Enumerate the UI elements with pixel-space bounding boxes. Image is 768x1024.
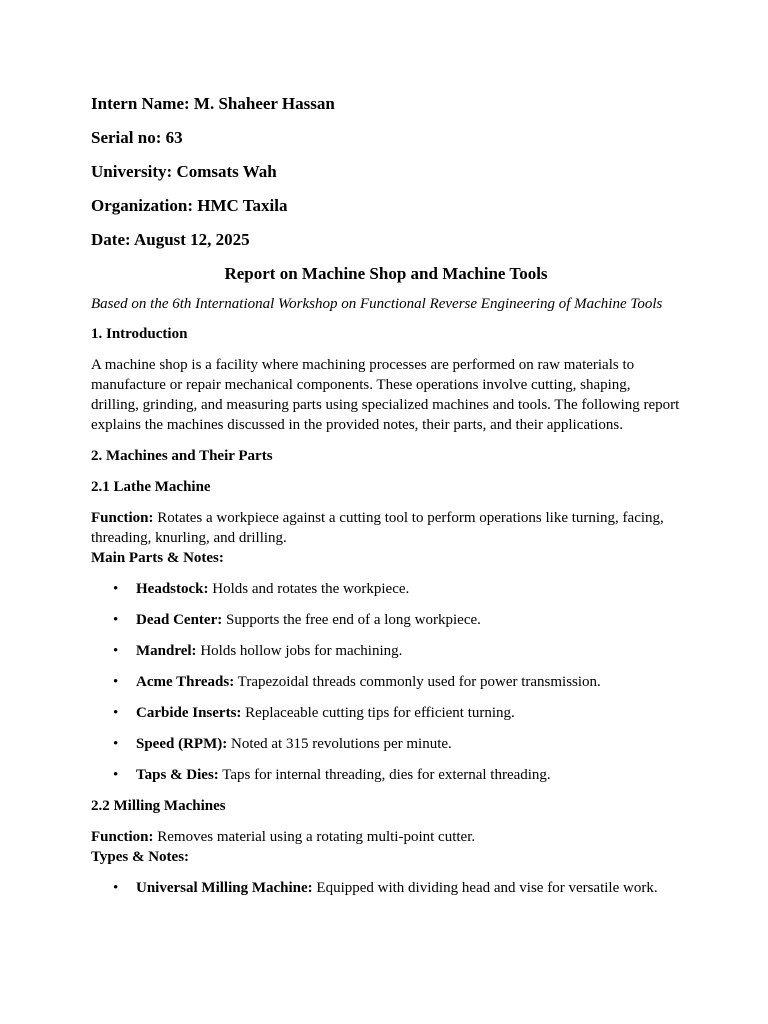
section-heading-introduction: 1. Introduction	[91, 326, 188, 342]
list-item-desc: Supports the free end of a long workpiece.	[222, 612, 481, 628]
bullet-icon: •	[113, 736, 119, 752]
lathe-function-paragraph	[91, 508, 681, 548]
report-subtitle: Based on the 6th International Workshop on Functional Reverse Engineering of Machine Tools	[91, 296, 663, 312]
milling-types-label: Types & Notes:	[91, 849, 190, 865]
list-item	[91, 579, 681, 599]
list-item	[91, 878, 681, 898]
list-item	[91, 641, 681, 661]
bullet-icon: •	[113, 880, 119, 896]
organization: Organization: HMC Taxila	[91, 196, 288, 215]
list-item-desc: Equipped with dividing head and vise for versatile work.	[312, 880, 658, 896]
serial-number: Serial no: 63	[91, 128, 183, 147]
list-item	[91, 610, 681, 630]
milling-types-list	[91, 878, 681, 898]
bullet-icon: •	[113, 705, 119, 721]
milling-function-text: Removes material using a rotating multi-point cutter.	[153, 829, 476, 845]
bullet-icon: •	[113, 581, 119, 597]
bullet-icon: •	[113, 612, 119, 628]
list-item	[91, 703, 681, 723]
section-heading-milling: 2.2 Milling Machines	[91, 798, 226, 814]
list-item	[91, 672, 681, 692]
list-item-desc: Taps for internal threading, dies for external threading.	[218, 767, 551, 783]
milling-function-label: Function:	[91, 829, 154, 845]
list-item-term: Dead Center:	[136, 612, 223, 628]
bullet-icon: •	[113, 767, 119, 783]
bullet-icon: •	[113, 674, 119, 690]
report-title: Report on Machine Shop and Machine Tools	[224, 264, 548, 283]
list-item-term: Mandrel:	[136, 643, 197, 659]
list-item-term: Taps & Dies:	[136, 767, 219, 783]
list-item-desc: Noted at 315 revolutions per minute.	[227, 736, 452, 752]
document-page	[91, 92, 681, 909]
list-item	[91, 734, 681, 754]
lathe-parts-label: Main Parts & Notes:	[91, 550, 224, 566]
list-item-term: Carbide Inserts:	[136, 705, 242, 721]
list-item-term: Speed (RPM):	[136, 736, 228, 752]
report-date: Date: August 12, 2025	[91, 230, 250, 249]
list-item-term: Acme Threads:	[136, 674, 235, 690]
milling-function-paragraph	[91, 827, 681, 847]
lathe-parts-list	[91, 579, 681, 785]
introduction-paragraph: A machine shop is a facility where machining processes are performed on raw materials to manufacture or repair mechanical components. These operations involve cutting, shaping, drilling, grinding, and measuring parts using specialized machines and tools. The following report explains the machines discussed in the provided notes, their parts, and their applications.	[91, 357, 680, 433]
list-item-desc: Holds hollow jobs for machining.	[196, 643, 403, 659]
bullet-icon: •	[113, 643, 119, 659]
list-item-desc: Replaceable cutting tips for efficient turning.	[241, 705, 515, 721]
intern-name: Intern Name: M. Shaheer Hassan	[91, 94, 335, 113]
list-item-desc: Holds and rotates the workpiece.	[208, 581, 410, 597]
university: University: Comsats Wah	[91, 162, 277, 181]
list-item	[91, 765, 681, 785]
list-item-desc: Trapezoidal threads commonly used for power transmission.	[234, 674, 601, 690]
section-heading-lathe: 2.1 Lathe Machine	[91, 479, 211, 495]
lathe-function-label: Function:	[91, 510, 154, 526]
lathe-function-text: Rotates a workpiece against a cutting tool to perform operations like turning, facing, threading, knurling, and drilling.	[91, 510, 664, 546]
section-heading-machines: 2. Machines and Their Parts	[91, 448, 273, 464]
list-item-term: Headstock:	[136, 581, 209, 597]
list-item-term: Universal Milling Machine:	[136, 880, 313, 896]
